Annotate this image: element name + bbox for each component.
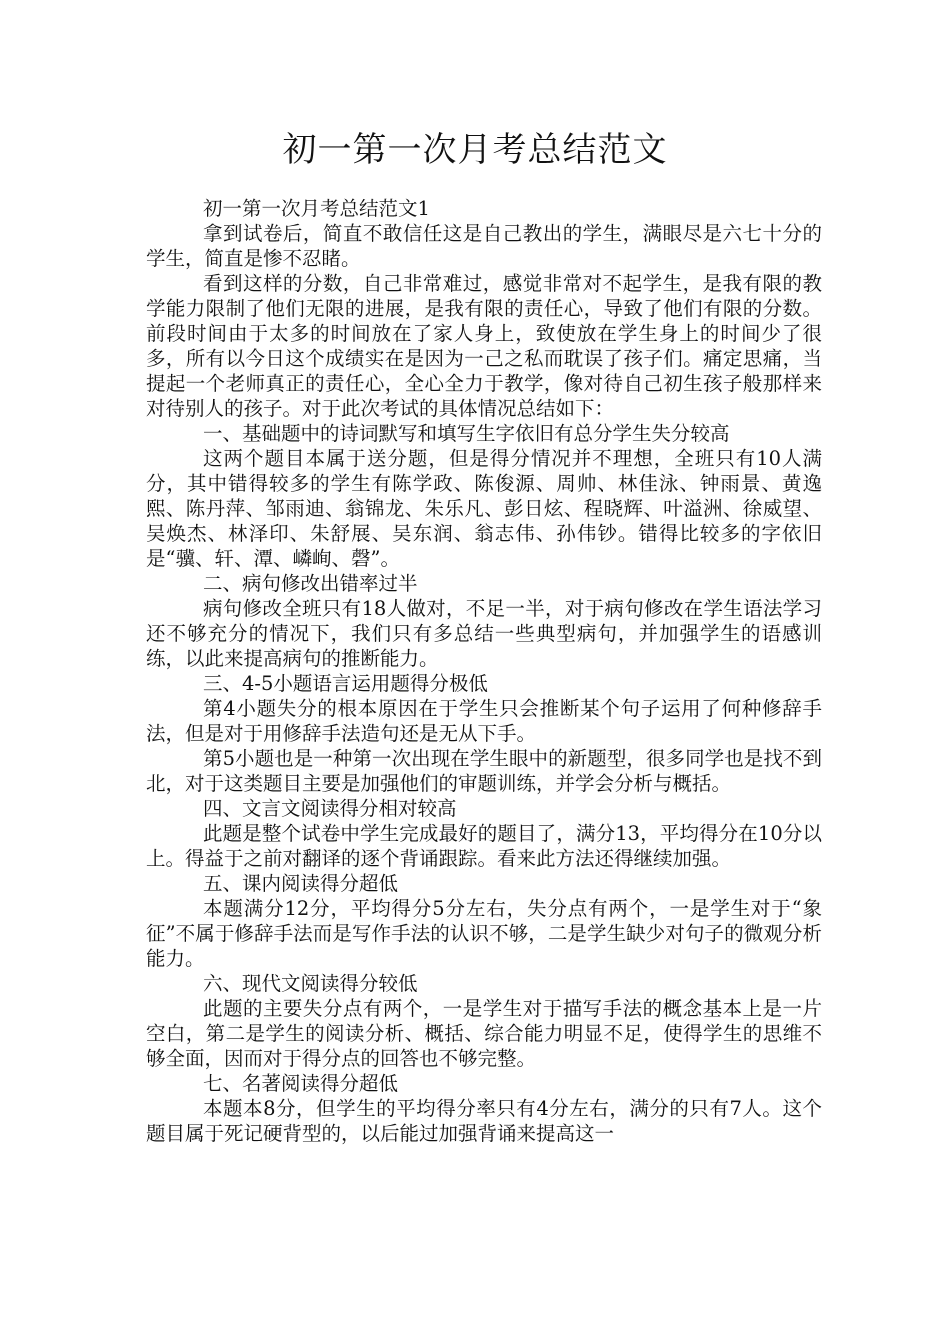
- paragraph-heading: 七、名著阅读得分超低: [203, 1072, 399, 1095]
- paragraph: 看到这样的分数，自己非常难过，感觉非常对不起学生，是我有限的教学能力限制了他们无限的进展，是我有限的责任心，导致了他们有限的分数。前段时间由于太多的时间放在了家人身上，致使放在学生身上的时间少了很多，所有以今日这个成绩实在是因为一己之私而耽误了孩子们。痛定思痛，当提起一个老师真正的责任心，全心全力于教学，像对待自己初生孩子般那样来对待别人的孩子。对于此次考试的具体情况总结如下：: [146, 272, 822, 420]
- paragraph: 本题本8分，但学生的平均得分率只有4分左右，满分的只有7人。这个题目属于死记硬背型的，以后能过加强背诵来提高这一: [146, 1097, 822, 1145]
- paragraph: 第4小题失分的根本原因在于学生只会推断某个句子运用了何种修辞手法，但是对于用修辞手法造句还是无从下手。: [146, 697, 822, 745]
- paragraph: 拿到试卷后，简直不敢信任这是自己教出的学生，满眼尽是六七十分的学生，简直是惨不忍睹。: [146, 222, 822, 270]
- paragraph: 第5小题也是一种第一次出现在学生眼中的新题型，很多同学也是找不到北，对于这类题目主要是加强他们的审题训练，并学会分析与概括。: [146, 747, 822, 795]
- paragraph-heading: 二、病句修改出错率过半: [203, 572, 418, 595]
- paragraph: 本题满分12分，平均得分5分左右，失分点有两个，一是学生对于“象征”不属于修辞手法而是写作手法的认识不够，二是学生缺少对句子的微观分析能力。: [146, 897, 822, 970]
- paragraph: 此题是整个试卷中学生完成最好的题目了，满分13，平均得分在10分以上。得益于之前对翻译的逐个背诵跟踪。看来此方法还得继续加强。: [146, 822, 822, 870]
- paragraph-heading: 三、4-5小题语言运用题得分极低: [203, 672, 488, 695]
- paragraph: 病句修改全班只有18人做对，不足一半，对于病句修改在学生语法学习还不够充分的情况下，我们只有多总结一些典型病句，并加强学生的语感训练，以此来提高病句的推断能力。: [146, 597, 822, 670]
- paragraph-heading: 五、课内阅读得分超低: [203, 872, 399, 895]
- paragraph-section-heading: 初一第一次月考总结范文1: [203, 197, 430, 220]
- paragraph: 此题的主要失分点有两个，一是学生对于描写手法的概念基本上是一片空白，第二是学生的阅读分析、概括、综合能力明显不足，使得学生的思维不够全面，因而对于得分点的回答也不够完整。: [146, 997, 822, 1070]
- document-title: 初一第一次月考总结范文: [282, 130, 668, 170]
- paragraph: 这两个题目本属于送分题，但是得分情况并不理想，全班只有10人满分，其中错得较多的学生有陈学政、陈俊源、周帅、林佳泳、钟雨景、黄逸熙、陈丹萍、邹雨迪、翁锦龙、朱乐凡、彭日炫、程晓辉、叶溢洲、徐威望、吴焕杰、林泽印、朱舒展、吴东润、翁志伟、孙伟钞。错得比较多的字依旧是“骥、轩、潭、嶙峋、磬”。: [146, 447, 822, 570]
- paragraph-heading: 四、文言文阅读得分相对较高: [203, 797, 457, 820]
- paragraph-heading: 一、基础题中的诗词默写和填写生字依旧有总分学生失分较高: [203, 422, 730, 445]
- paragraph-heading: 六、现代文阅读得分较低: [203, 972, 418, 995]
- document-body: [146, 196, 822, 1146]
